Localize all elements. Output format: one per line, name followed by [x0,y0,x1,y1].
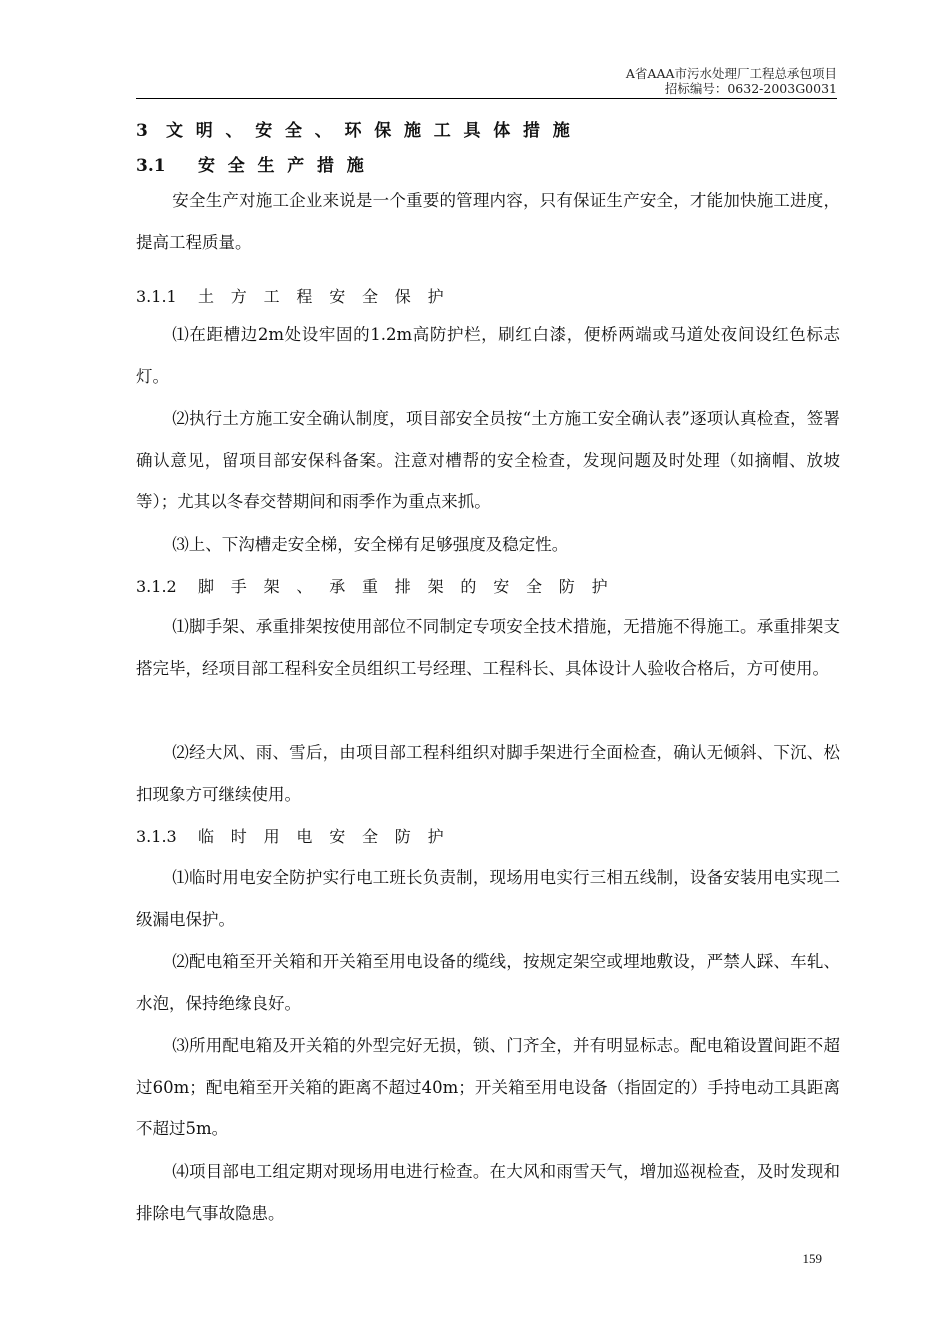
subsection-heading [136,824,460,847]
heading-chapter-title: 文明、安全、环保施工具体措施 [166,121,583,141]
subsection-heading [136,284,460,307]
subsection-number: 3.1.2 [136,577,177,596]
page-header [626,66,837,96]
heading-section-title: 安全生产措施 [198,156,377,176]
list-item: ⑵配电箱至开关箱和开关箱至用电设备的缆线，按规定架空或埋地敷设，严禁人踩、车轧、水泡，保持绝缘良好。 [136,952,840,1013]
subsection-title: 临时用电安全防护 [198,827,461,846]
heading-chapter [136,116,583,141]
subsection-number: 3.1.1 [136,287,177,306]
subsection-title: 土方工程安全保护 [198,287,461,306]
list-item: ⑴在距槽边2m处设牢固的1.2m高防护栏，刷红白漆，便桥两端或马道处夜间设红色标志灯。 [136,325,840,386]
subsection-number: 3.1.3 [136,827,177,846]
header-divider [136,98,837,99]
heading-section [136,151,377,176]
list-item: ⑵经大风、雨、雪后，由项目部工程科组织对脚手架进行全面检查，确认无倾斜、下沉、松扣现象方可继续使用。 [136,743,840,804]
heading-section-number: 3.1 [136,156,166,176]
list-item: ⑶上、下沟槽走安全梯，安全梯有足够强度及稳定性。 [172,535,569,554]
subsection-heading [136,574,624,597]
page-number: 159 [802,1251,822,1266]
list-item: ⑵执行土方施工安全确认制度，项目部安全员按“土方施工安全确认表”逐项认真检查，签署确认意见，留项目部安保科备案。注意对槽帮的安全检查，发现问题及时处理（如摘帽、放坡等）；尤其以冬春交替期间和雨季作为重点来抓。 [136,409,840,511]
list-item: ⑷项目部电工组定期对现场用电进行检查。在大风和雨雪天气，增加巡视检查，及时发现和排除电气事故隐患。 [136,1162,840,1223]
header-bid-number: 招标编号：0632-2003G0031 [664,81,837,96]
heading-chapter-number: 3 [136,121,148,141]
list-item: ⑴脚手架、承重排架按使用部位不同制定专项安全技术措施，无措施不得施工。承重排架支搭完毕，经项目部工程科安全员组织工号经理、工程科长、具体设计人验收合格后，方可使用。 [136,617,840,678]
list-item: ⑶所用配电箱及开关箱的外型完好无损，锁、门齐全，并有明显标志。配电箱设置间距不超过60m；配电箱至开关箱的距离不超过40m；开关箱至用电设备（指固定的）手持电动工具距离不超过5m。 [136,1036,840,1138]
header-project-title: A省AAA市污水处理厂工程总承包项目 [625,66,837,81]
list-item: ⑴临时用电安全防护实行电工班长负责制，现场用电实行三相五线制，设备安装用电实现二级漏电保护。 [136,868,840,929]
subsection-title: 脚手架、承重排架的安全防护 [198,577,625,596]
intro-paragraph: 安全生产对施工企业来说是一个重要的管理内容，只有保证生产安全，才能加快施工进度，提高工程质量。 [136,191,840,252]
